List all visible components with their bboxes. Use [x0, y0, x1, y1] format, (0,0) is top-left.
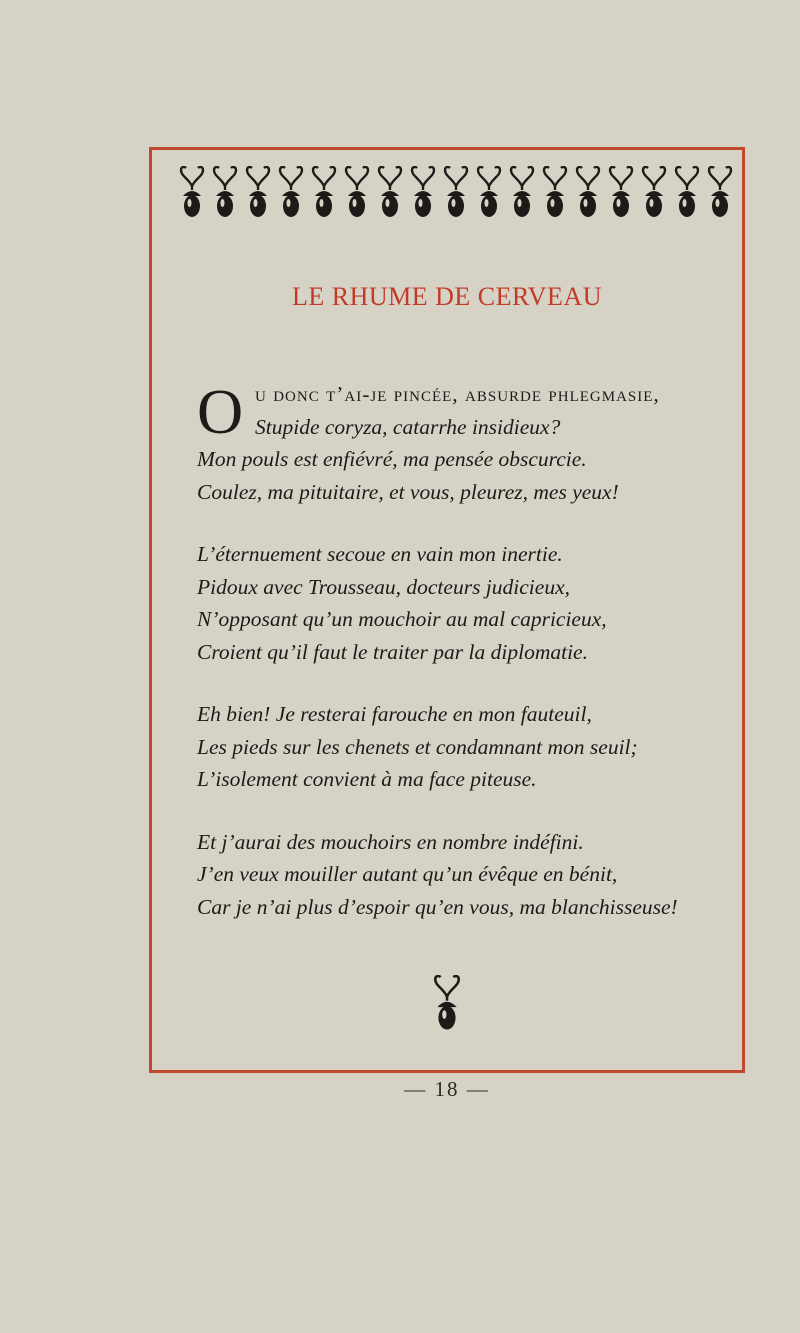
acorn-fleuron-icon: [409, 166, 437, 224]
acorn-fleuron-icon: [211, 166, 239, 224]
poem-line: Les pieds sur les chenets et condamnant mon seuil;: [197, 734, 638, 759]
acorn-fleuron-icon: [442, 166, 470, 224]
acorn-fleuron-icon: [541, 166, 569, 224]
acorn-fleuron-icon: [508, 166, 536, 224]
acorn-fleuron-icon: [640, 166, 668, 224]
poem-body: [197, 378, 727, 923]
poem-line: L’isolement convient à ma face piteuse.: [197, 767, 537, 791]
poem-line: Pidoux avec Trousseau, docteurs judicieux,: [197, 574, 570, 599]
drop-cap: O: [197, 376, 244, 447]
poem-title: LE RHUME DE CERVEAU: [291, 282, 602, 311]
poem-line: Stupide coryza, catarrhe insidieux?: [255, 414, 561, 439]
poem-line: Coulez, ma pituitaire, et vous, pleurez, mes yeux!: [197, 479, 619, 504]
poem-line: Car je n’ai plus d’espoir qu’en vous, ma blanchisseuse!: [197, 894, 678, 919]
acorn-fleuron-icon: [673, 166, 701, 224]
acorn-fleuron-icon: [277, 166, 305, 224]
acorn-fleuron-icon: [310, 166, 338, 224]
acorn-fleuron-icon: [574, 166, 602, 224]
poem-line-text: u donc t’ai-je pincée, absurde phlegmasie,: [255, 382, 660, 406]
ornament-border: [178, 165, 734, 225]
poem-line: L’éternuement secoue en vain mon inertie.: [197, 542, 563, 566]
poem-line: Et j’aurai des mouchoirs en nombre indéfini.: [197, 829, 584, 854]
acorn-fleuron-icon: [376, 166, 404, 224]
poem-line: Eh bien! Je resterai farouche en mon fauteuil,: [197, 702, 592, 726]
acorn-fleuron-icon: [244, 166, 272, 224]
page-number: — 18 —: [404, 1077, 490, 1101]
acorn-fleuron-icon: [178, 166, 206, 224]
poem-line: Mon pouls est enfiévré, ma pensée obscurcie.: [197, 447, 587, 471]
poem-line: Croient qu’il faut le traiter par la diplomatie.: [197, 639, 588, 664]
poem-line: J’en veux mouiller autant qu’un évêque en bénit,: [197, 862, 618, 886]
acorn-fleuron-icon: [607, 166, 635, 224]
acorn-fleuron-icon: [706, 166, 734, 224]
acorn-fleuron-icon: [343, 166, 371, 224]
poem-line: N’opposant qu’un mouchoir au mal capricieux,: [197, 607, 607, 631]
acorn-fleuron-icon: [432, 975, 462, 1037]
acorn-fleuron-icon: [475, 166, 503, 224]
